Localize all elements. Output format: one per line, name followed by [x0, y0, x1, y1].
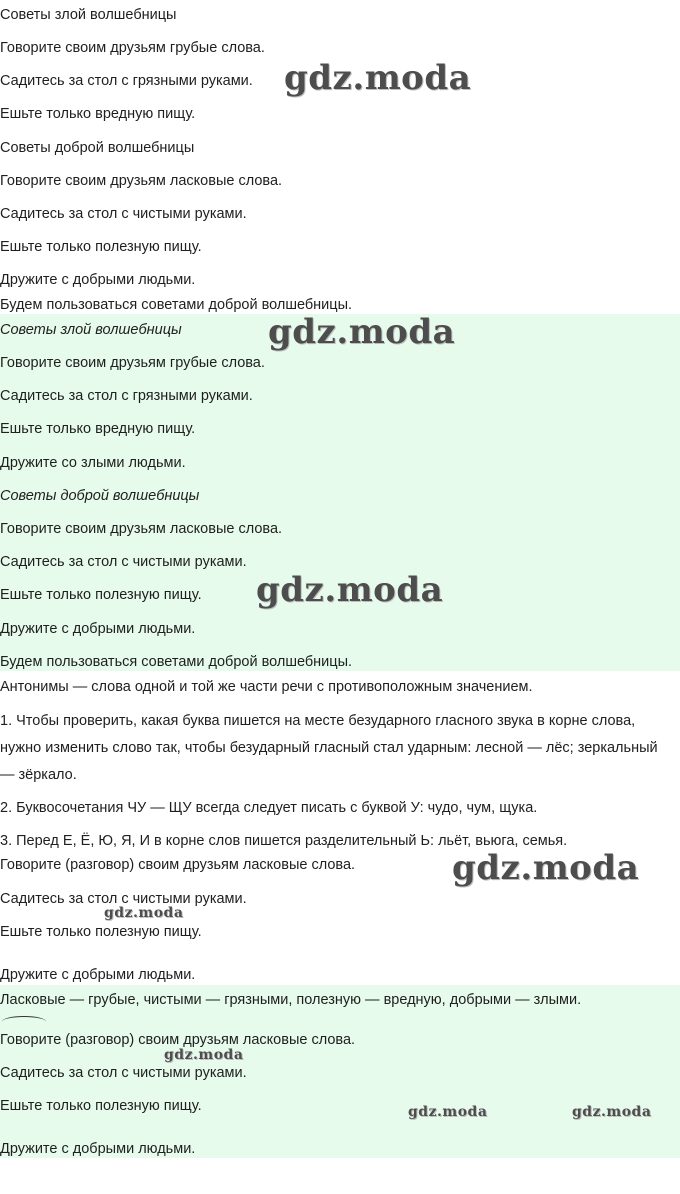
rule-1: 1. Чтобы проверить, какая буква пишется на месте безударного гласного звука в корне слова, нужно изменить слово так, чтобы безударный гласный стал ударным: лесной — лёс; зеркальный — зёркало. [0, 713, 658, 783]
text-line: Садитесь за стол с чистыми руками. [0, 891, 247, 907]
antonym-pairs: Ласковые — грубые, чистыми — грязными, полезную — вредную, добрыми — злыми. [0, 992, 582, 1008]
text-line: Ешьте только полезную пищу. [0, 587, 202, 603]
rule-3: 3. Перед Е, Ё, Ю, Я, И в корне слов пишется разделительный Ь: льёт, вьюга, семья. [0, 833, 568, 849]
text-line: Говорите своим друзьям ласковые слова. [0, 173, 283, 189]
text-line: Ешьте только полезную пищу. [0, 239, 202, 255]
text-line: Говорите (разговор) своим друзьям ласковые слова. [0, 857, 356, 873]
text-line: Садитесь за стол с грязными руками. [0, 73, 253, 89]
text-line: Ешьте только вредную пищу. [0, 421, 196, 437]
text-line: Садитесь за стол с чистыми руками. [0, 206, 247, 222]
text-line: Будем пользоваться советами доброй волшебницы. [0, 654, 353, 670]
text-line: Ешьте только полезную пищу. [0, 924, 202, 940]
heading-good-advice: Советы доброй волшебницы [0, 488, 200, 504]
root-arc-mark [2, 1016, 46, 1027]
text-line: Говорите своим друзьям грубые слова. [0, 355, 265, 371]
text-line: Будем пользоваться советами доброй волшебницы. [0, 297, 353, 313]
text-line: Говорите своим друзьям грубые слова. [0, 40, 265, 56]
watermark-logo: gdz.moda [268, 312, 456, 352]
text-line: Советы доброй волшебницы [0, 140, 195, 156]
watermark-logo: gdz.moda [452, 848, 640, 888]
text-line: Садитесь за стол с чистыми руками. [0, 1065, 247, 1081]
text-line: Дружите с добрыми людьми. [0, 621, 196, 637]
watermark-logo: gdz.moda [256, 570, 444, 610]
rule-2: 2. Буквосочетания ЧУ — ЩУ всегда следует писать с буквой У: чудо, чум, щука. [0, 800, 538, 816]
watermark-logo: gdz.moda [104, 905, 184, 921]
definition-antonyms: Антонимы — слова одной и той же части речи с противоположным значением. [0, 679, 533, 695]
text-line: Ешьте только полезную пищу. [0, 1098, 202, 1114]
text-line: Садитесь за стол с грязными руками. [0, 388, 253, 404]
heading-evil-advice: Советы злой волшебницы [0, 322, 182, 338]
text-line: Дружите с добрыми людьми. [0, 1141, 196, 1157]
text-line: Дружите с добрыми людьми. [0, 272, 196, 288]
text-line: Говорите своим друзьям ласковые слова. [0, 521, 283, 537]
watermark-logo: gdz.moda [164, 1047, 244, 1063]
text-line: Говорите (разговор) своим друзьям ласковые слова. [0, 1032, 356, 1048]
watermark-logo: gdz.moda [284, 58, 472, 98]
text-line: Садитесь за стол с чистыми руками. [0, 554, 247, 570]
text-line: Советы злой волшебницы [0, 7, 177, 23]
text-line: Ешьте только вредную пищу. [0, 106, 196, 122]
watermark-logo: gdz.moda [572, 1104, 652, 1120]
text-line: Дружите со злыми людьми. [0, 455, 186, 471]
watermark-logo: gdz.moda [408, 1104, 488, 1120]
text-line: Дружите с добрыми людьми. [0, 967, 196, 983]
